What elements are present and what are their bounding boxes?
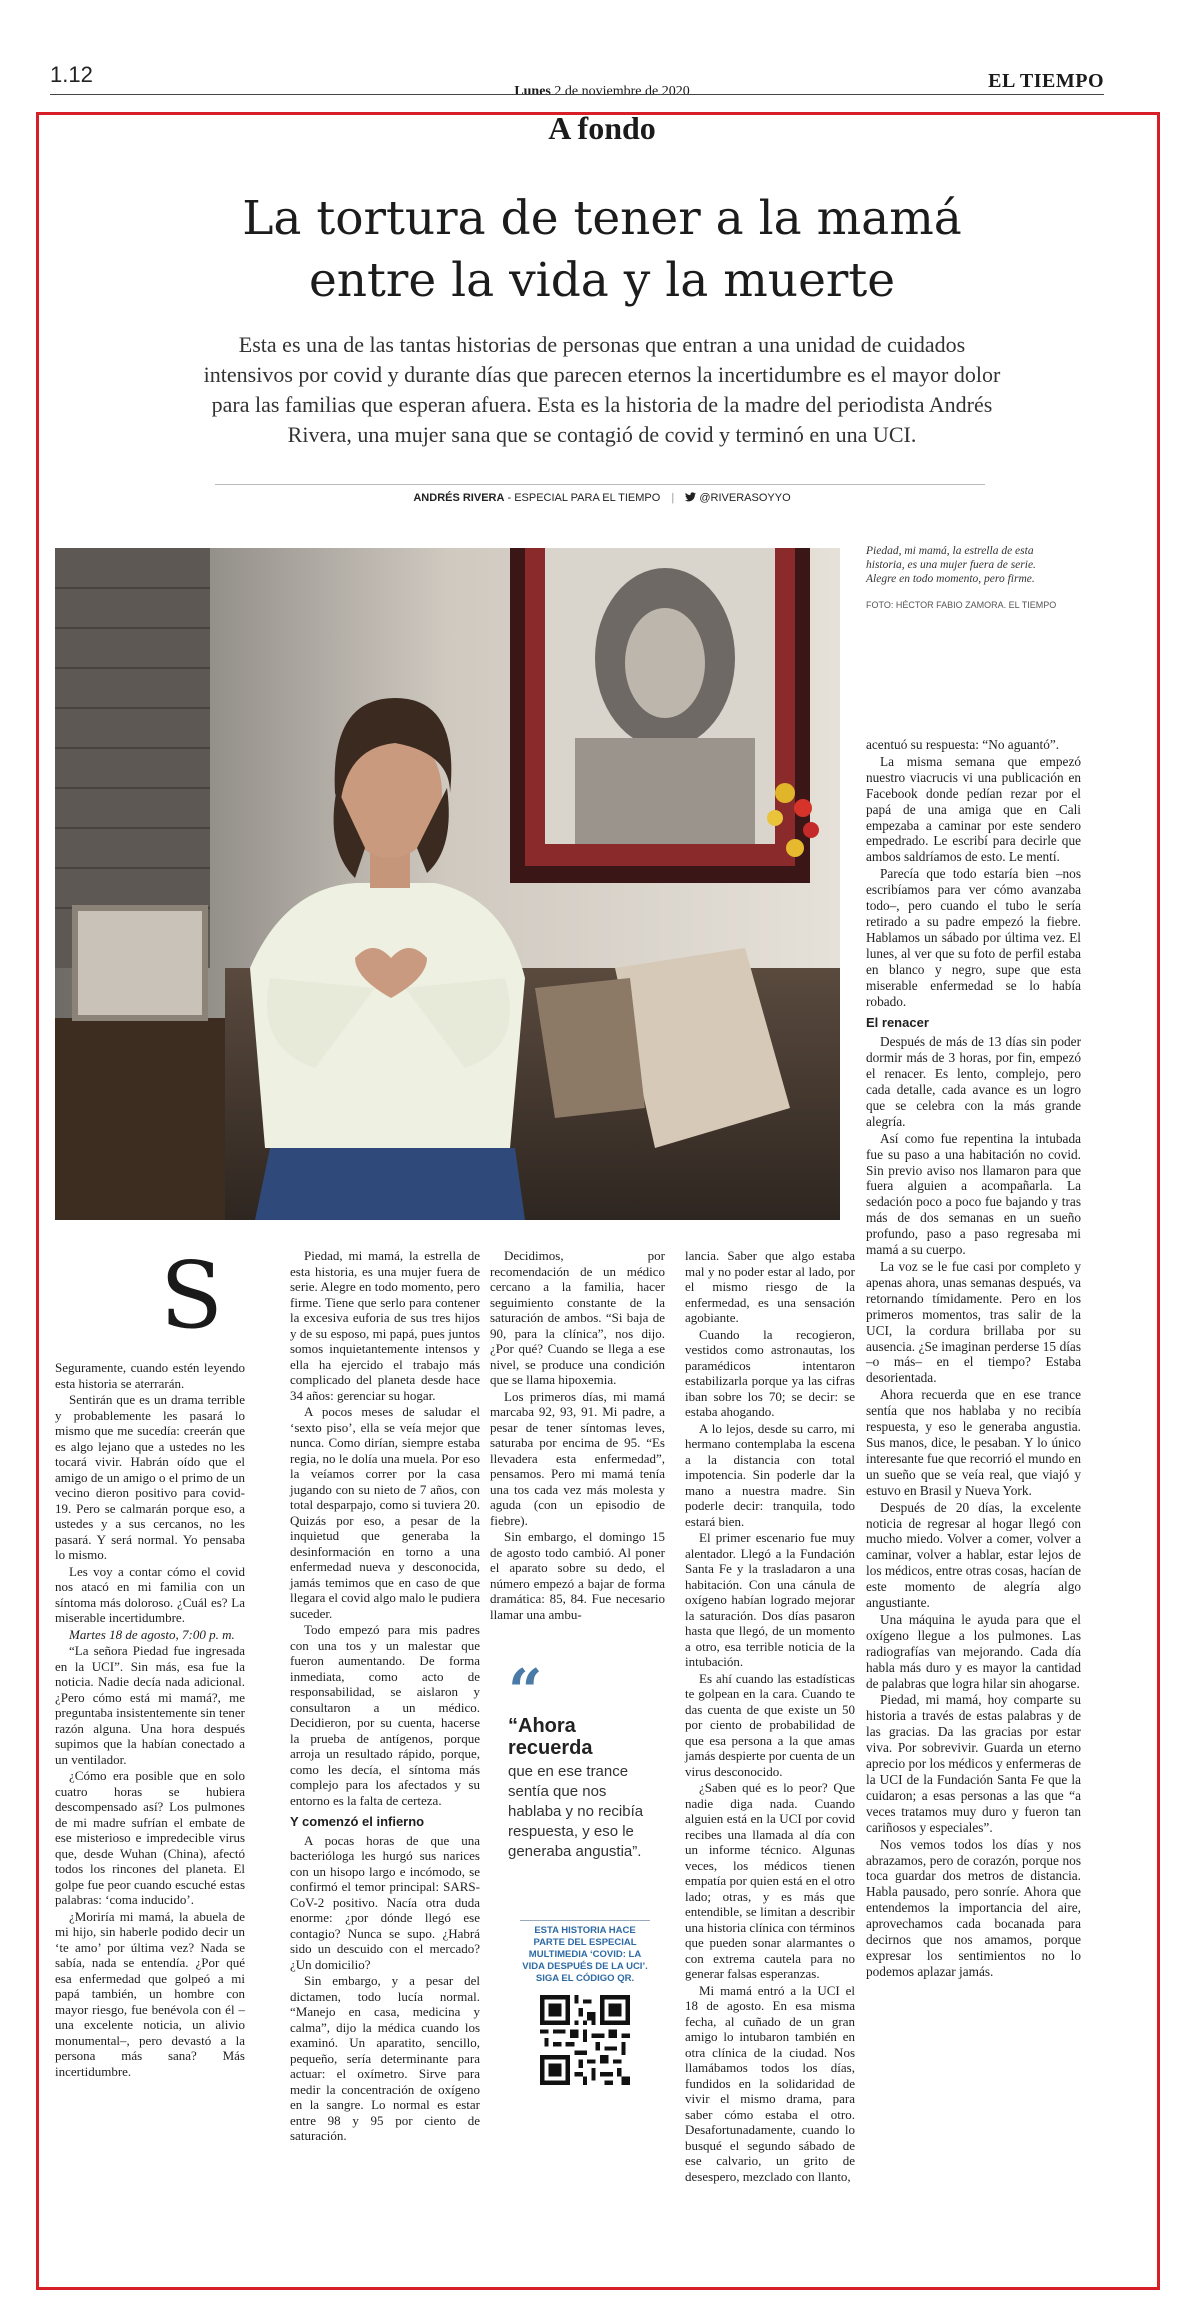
section-title: A fondo: [548, 110, 656, 146]
byline: [0, 492, 1204, 504]
qr-code[interactable]: [540, 1995, 630, 2085]
quote-mark-icon: “: [508, 1657, 543, 1727]
byline-separator: |: [671, 492, 675, 504]
paragraph: Ahora recuerda que en ese trance sentía que nos hablaba y no recibía respuesta, y eso le generaba angustia. Sus manos, dice, le pesaban. Y lo único interesante fue que recorrió el mundo en un sueño que se veía real, que viajó y estuvo en Brasil y Nueva York.: [866, 1387, 1081, 1498]
byline-role: - ESPECIAL PARA EL TIEMPO: [504, 492, 661, 504]
paragraph: La misma semana que empezó nuestro viacrucis vi una publicación en Facebook donde pedían rezar por el papá de una amiga que en Cali empezaba a caminar por este sendero empedrado. Le escribí para decirle que ambos saldríamos de esto. Le mentí.: [866, 753, 1081, 865]
drop-cap: S: [160, 1242, 224, 1349]
paragraph: Mi mamá entró a la UCI el 18 de agosto. En esa misma fecha, al cuñado de un gran amigo lo intubaron también en otra clínica de la ciudad. Nos llamábamos todos los días, fundidos en la solidaridad de vivir el mismo drama, para saber cómo estaba el otro. Desafortunadamente, cuando lo busqué el segundo sábado de ese calvario, un grito de desespero, mezclado con llanto,: [685, 1982, 855, 2184]
headline: [100, 188, 1104, 312]
paragraph: Les voy a contar cómo el covid nos atacó en mi familia con un síntoma más doloroso. ¿Cuál es? La miserable incertidumbre.: [55, 1563, 245, 1625]
headline-line-1: La tortura de tener a la mamá: [242, 191, 962, 246]
paragraph: Sin embargo, y a pesar del dictamen, todo lucía normal. “Manejo en casa, medicina y calma”, dijo la médica cuando los examinó. Un aparatito, sencillo, pequeño, sería determinante para actuar: el oxímetro. Sirve para medir la concentración de oxígeno en la sangre. Lo normal es estar entre 98 y 95 por ciento de saturación.: [290, 1973, 480, 2143]
text-column-4: [685, 1248, 855, 2185]
paragraph: ¿Saben qué es lo peor? Que nadie diga nada. Cuando alguien está en la UCI por covid recibes una llamada al día con un informe técnico. Algunas veces, los médicos tienen empatía por quien está en el otro lado; otras, y es más que entendible, se limitan a describir una historia clínica con términos que pueden sonar alarmantes o con extrema cautela para no generar falsas esperanzas.: [685, 1780, 855, 1981]
photo-illustration: [55, 548, 840, 1220]
twitter-icon: [685, 492, 699, 504]
paragraph: Nos vemos todos los días y nos abrazamos, pero de corazón, porque nos toca guardar dos metros de distancia. Habla pausado, pero sonríe. Ahora que entendemos la importancia del aire, aprovechamos cada bocanada para decirnos que nos amamos, porque expresar los sentimientos no lo podemos aplazar jamás.: [866, 1836, 1081, 1979]
paragraph: A pocas horas de que una bacterióloga les hurgó sus narices con un hisopo largo e incómodo, se confirmó el temor principal: SARS-CoV-2 positivo. Nacía otra duda enorme: ¿por dónde llegó ese contagio? Nunca se supo. ¿Habrá sido un descuido con el mercado? ¿Un domicilio?: [290, 1832, 480, 1972]
text-column-3: [490, 1248, 665, 1623]
paragraph: Piedad, mi mamá, la estrella de esta historia, es una mujer fuera de serie. Alegre en todo momento, pero firme. Tiene que serlo para contener la excesiva euforia de sus tres hijos y de su esposo, mi papá, pues juntos somos inquietantemente intensos y ella ha ejercido el trabajo más complicado del planeta desde hace 34 años: gerenciar su hogar.: [290, 1248, 480, 1403]
pull-quote-body: que en ese trance sentía que nos hablaba y no recibía respuesta, y eso le generaba angustia”.: [508, 1763, 644, 1860]
article-photo: [55, 548, 840, 1220]
paragraph: La voz se le fue casi por completo y apenas ahora, unas semanas después, va retornando tímidamente. Pero en los primeros momentos, tras salir de la UCI, la cordura brillaba por su ausencia. ¿Se imaginan perderse 15 días –o más– en el tiempo? Estaba desorientada.: [866, 1259, 1081, 1386]
paragraph: “La señora Piedad fue ingresada en la UCI”. Sin más, esa fue la noticia. Nadie decía nada adicional. ¿Pero cómo está mi mamá?, me preguntaba insistentemente sin tener razón alguna. Una hora después supimos que la habían conectado a un ventilador.: [55, 1643, 245, 1767]
paragraph: El primer escenario fue muy alentador. Llegó a la Fundación Santa Fe y la trasladaron a una habitación. Con una cánula de oxígeno habían logrado mejorar la saturación. Dos días pasaron hasta que llegó, de un momento a otro, esa terrible noticia de la intubación.: [685, 1530, 855, 1669]
paragraph: Parecía que todo estaría bien –nos escribíamos para ver cómo avanzaba todo–, pero cuando el tubo le sería retirado a su padre empezó la fiebre. Hablamos un sábado por última vez. El lunes, al ver que su foto de perfil estaba en blanco y negro, supe que esta miserable enfermedad se lo había robado.: [866, 866, 1081, 1009]
text-column-1: [55, 1360, 245, 2080]
paragraph: Después de más de 13 días sin poder dormir más de 3 horas, por fin, empezó el renacer. Es lento, complejo, pero cada detalle, cada avance es un logro que se celebra con la más grande alegría.: [866, 1034, 1081, 1129]
photo-credit: FOTO: HÉCTOR FABIO ZAMORA. EL TIEMPO: [866, 600, 1057, 610]
section-subtitle: Y comenzó el infierno: [290, 1814, 425, 1829]
date-day: Lunes: [514, 84, 551, 99]
paragraph: Todo empezó para mis padres con una tos y un malestar que fueron aumentando. De forma inmediata, como acto de responsabilidad, se aislaron y consultaron a un médico. Decidieron, por su cuenta, hacerse la prueba de antígenos, porque arroja un resultado rápido, porque, como les decía, el síntoma más complejo para los afectados y su entorno es la falta de certeza.: [290, 1622, 480, 1808]
paragraph: ¿Cómo era posible que en solo cuatro horas se hubiera descompensado así? Los pulmones de mi madre sufrían el embate de ese misterioso e impredecible virus que, desde Wuhan (China), afectó todos los rincones del planeta. El golpe fue peor cuando escuché estas palabras: ‘coma inducido’.: [55, 1768, 245, 1907]
byline-rule: [215, 484, 985, 485]
section-subtitle: El renacer: [866, 1015, 929, 1031]
text-column-5: [866, 737, 1081, 1981]
page-number: 1.12: [50, 62, 93, 87]
paragraph: acentuó su respuesta: “No aguantó”.: [866, 737, 1060, 752]
byline-author: ANDRÉS RIVERA: [413, 492, 505, 504]
paragraph: Seguramente, cuando estén leyendo esta historia se aterrarán.: [55, 1360, 245, 1391]
paragraph: Los primeros días, mi mamá marcaba 92, 93, 91. Mi padre, a pesar de tener síntomas leves, saturaba por encima de 95. “Es llevadera esta enfermedad”, pensamos. Pero mi mamá tenía una tos cada vez más molesta y aguda (con un episodio de fiebre).: [490, 1388, 665, 1528]
paragraph: Así como fue repentina la intubada fue su paso a una habitación no covid. Sin previo aviso nos llamaron para que fuera alguien a acompañarla. La sedación poco a poco fue bajando y tras más de dos semanas en un sueño profundo, paso a paso regresaba mi mamá a su cuerpo.: [866, 1130, 1081, 1258]
paragraph: A pocos meses de saludar el ‘sexto piso’, ella se veía mejor que nunca. Como dirían, siempre estaba regia, no le dolía una muela. Por eso la veíamos correr por la casa jugando con su nieto de 7 años, con total desparpajo, como si tuviera 20. Quizás por eso, a pesar de la inquietud que generaba la desinformación en torno a una enfermedad nueva y desconocida, jamás temimos que en caso de que llegara el covid algo malo le pudiera suceder.: [290, 1404, 480, 1621]
paragraph: Piedad, mi mamá, hoy comparte su historia a través de estas palabras y de las gracias. Da las gracias por estar viva. Por sobrevivir. Guarda un eterno aprecio por los médicos y enfermeras de la UCI de la Fundación Santa Fe que la cuidaron; a esas personas a las que “a veces tratamos muy duro y fueron tan cariñosos y especiales”.: [866, 1692, 1081, 1835]
paragraph: Después de 20 días, la excelente noticia de regresar al hogar llegó con mucho miedo. Volver a comer, volver a caminar, volver a hablar, estar lejos de los médicos, entre otras cosas, hacían de este momento de alegría algo angustiante.: [866, 1499, 1081, 1611]
paragraph: Cuando la recogieron, vestidos como astronautas, los paramédicos intentaron estabilizarla porque ya las cifras iban sobre los 70; se decir: se estaba ahogando.: [685, 1326, 855, 1419]
paragraph: A lo lejos, desde su carro, mi hermano contemplaba la escena a la distancia con total impotencia. Sin poderle dar la mano a nuestra madre. Sin poderle decir: tranquila, todo estará bien.: [685, 1420, 855, 1529]
byline-handle: @RIVERASOYYO: [699, 492, 791, 504]
text-column-2: [290, 1248, 480, 2145]
paragraph: Sin embargo, el domingo 15 de agosto todo cambió. Al poner el aparato sobre su dedo, el número empezó a bajar de forma dramática: 85, 84. Fue necesario llamar una ambu-: [490, 1529, 665, 1622]
brand-logo: EL TIEMPO: [988, 70, 1104, 92]
headline-line-2: entre la vida y la muerte: [308, 253, 896, 308]
paragraph: Sentirán que es un drama terrible y probablemente les pasará lo mismo que me sucedía: creerán que es algo lejano que a ustedes no les tocará vivir. Habrán oído que el amigo de un amigo o el primo de un vecino dieron positivo para covid-19. Pero se calmarán porque eso, a ustedes y a sus cercanos, no les pasará. Y será normal. Yo pensaba lo mismo.: [55, 1392, 245, 1562]
pull-quote-lead: “Ahora recuerda: [508, 1715, 593, 1759]
paragraph: ¿Moriría mi mamá, la abuela de mi hijo, sin haberle podido decir un ‘te amo’ por última vez? Nada se sabía, nada se entendía. ¿Por qué esa enfermedad que golpeó a mi papá también, un hombre con mayor riesgo, fue benévola con él –una excelente noticia, un alivio monumental–, pero devastó a la persona más sana? Más incertidumbre.: [55, 1908, 245, 2079]
header-rule: [50, 94, 1104, 95]
subheadline: Esta es una de las tantas historias de personas que entran a una unidad de cuidados intensivos por covid y durante días que parecen eternos la incertidumbre es el mayor dolor para las familias que esperan afuera. Esta es la historia de la madre del periodista Andrés Rivera, una mujer sana que se contagió de covid y terminó en una UCI.: [203, 332, 1001, 447]
multimedia-promo: ESTA HISTORIA HACE PARTE DEL ESPECIAL MULTIMEDIA ‘COVID: LA VIDA DESPUÉS DE LA UCI’. SIGA EL CÓDIGO QR.: [520, 1920, 650, 1985]
paragraph: Una máquina le ayuda para que el oxígeno llegue a los pulmones. Las radiografías van mejorando. Cada día habla más duro y es mayor la cantidad de palabras que logra hilar sin ahogarse.: [866, 1611, 1081, 1691]
paragraph: Es ahí cuando las estadísticas te golpean en la cara. Cuando te das cuenta de que existe un 50 por ciento de probabilidad de que esa persona a la que amas jamás despierte por cuenta de un virus desconocido.: [685, 1670, 856, 1779]
date-rest: 2 de noviembre de 2020: [554, 84, 690, 99]
dateline: Martes 18 de agosto, 7:00 p. m.: [69, 1626, 235, 1642]
paragraph: Decidimos, por recomendación de un médico cercano a la familia, hacer seguimiento constante de la saturación de ambos. “Si baja de 90, para la clínica”, nos dijo. ¿Por qué? Cuando se llega a ese nivel, se produce una condición que se llama hipoxemia.: [490, 1248, 665, 1387]
paragraph: lancia. Saber que algo estaba mal y no poder estar al lado, por el mismo riesgo de la enfermedad, es una sensación agobiante.: [685, 1248, 855, 1325]
photo-caption: Piedad, mi mamá, la estrella de esta historia, es una mujer fuera de serie. Alegre en todo momento, pero firme.: [866, 545, 1036, 585]
